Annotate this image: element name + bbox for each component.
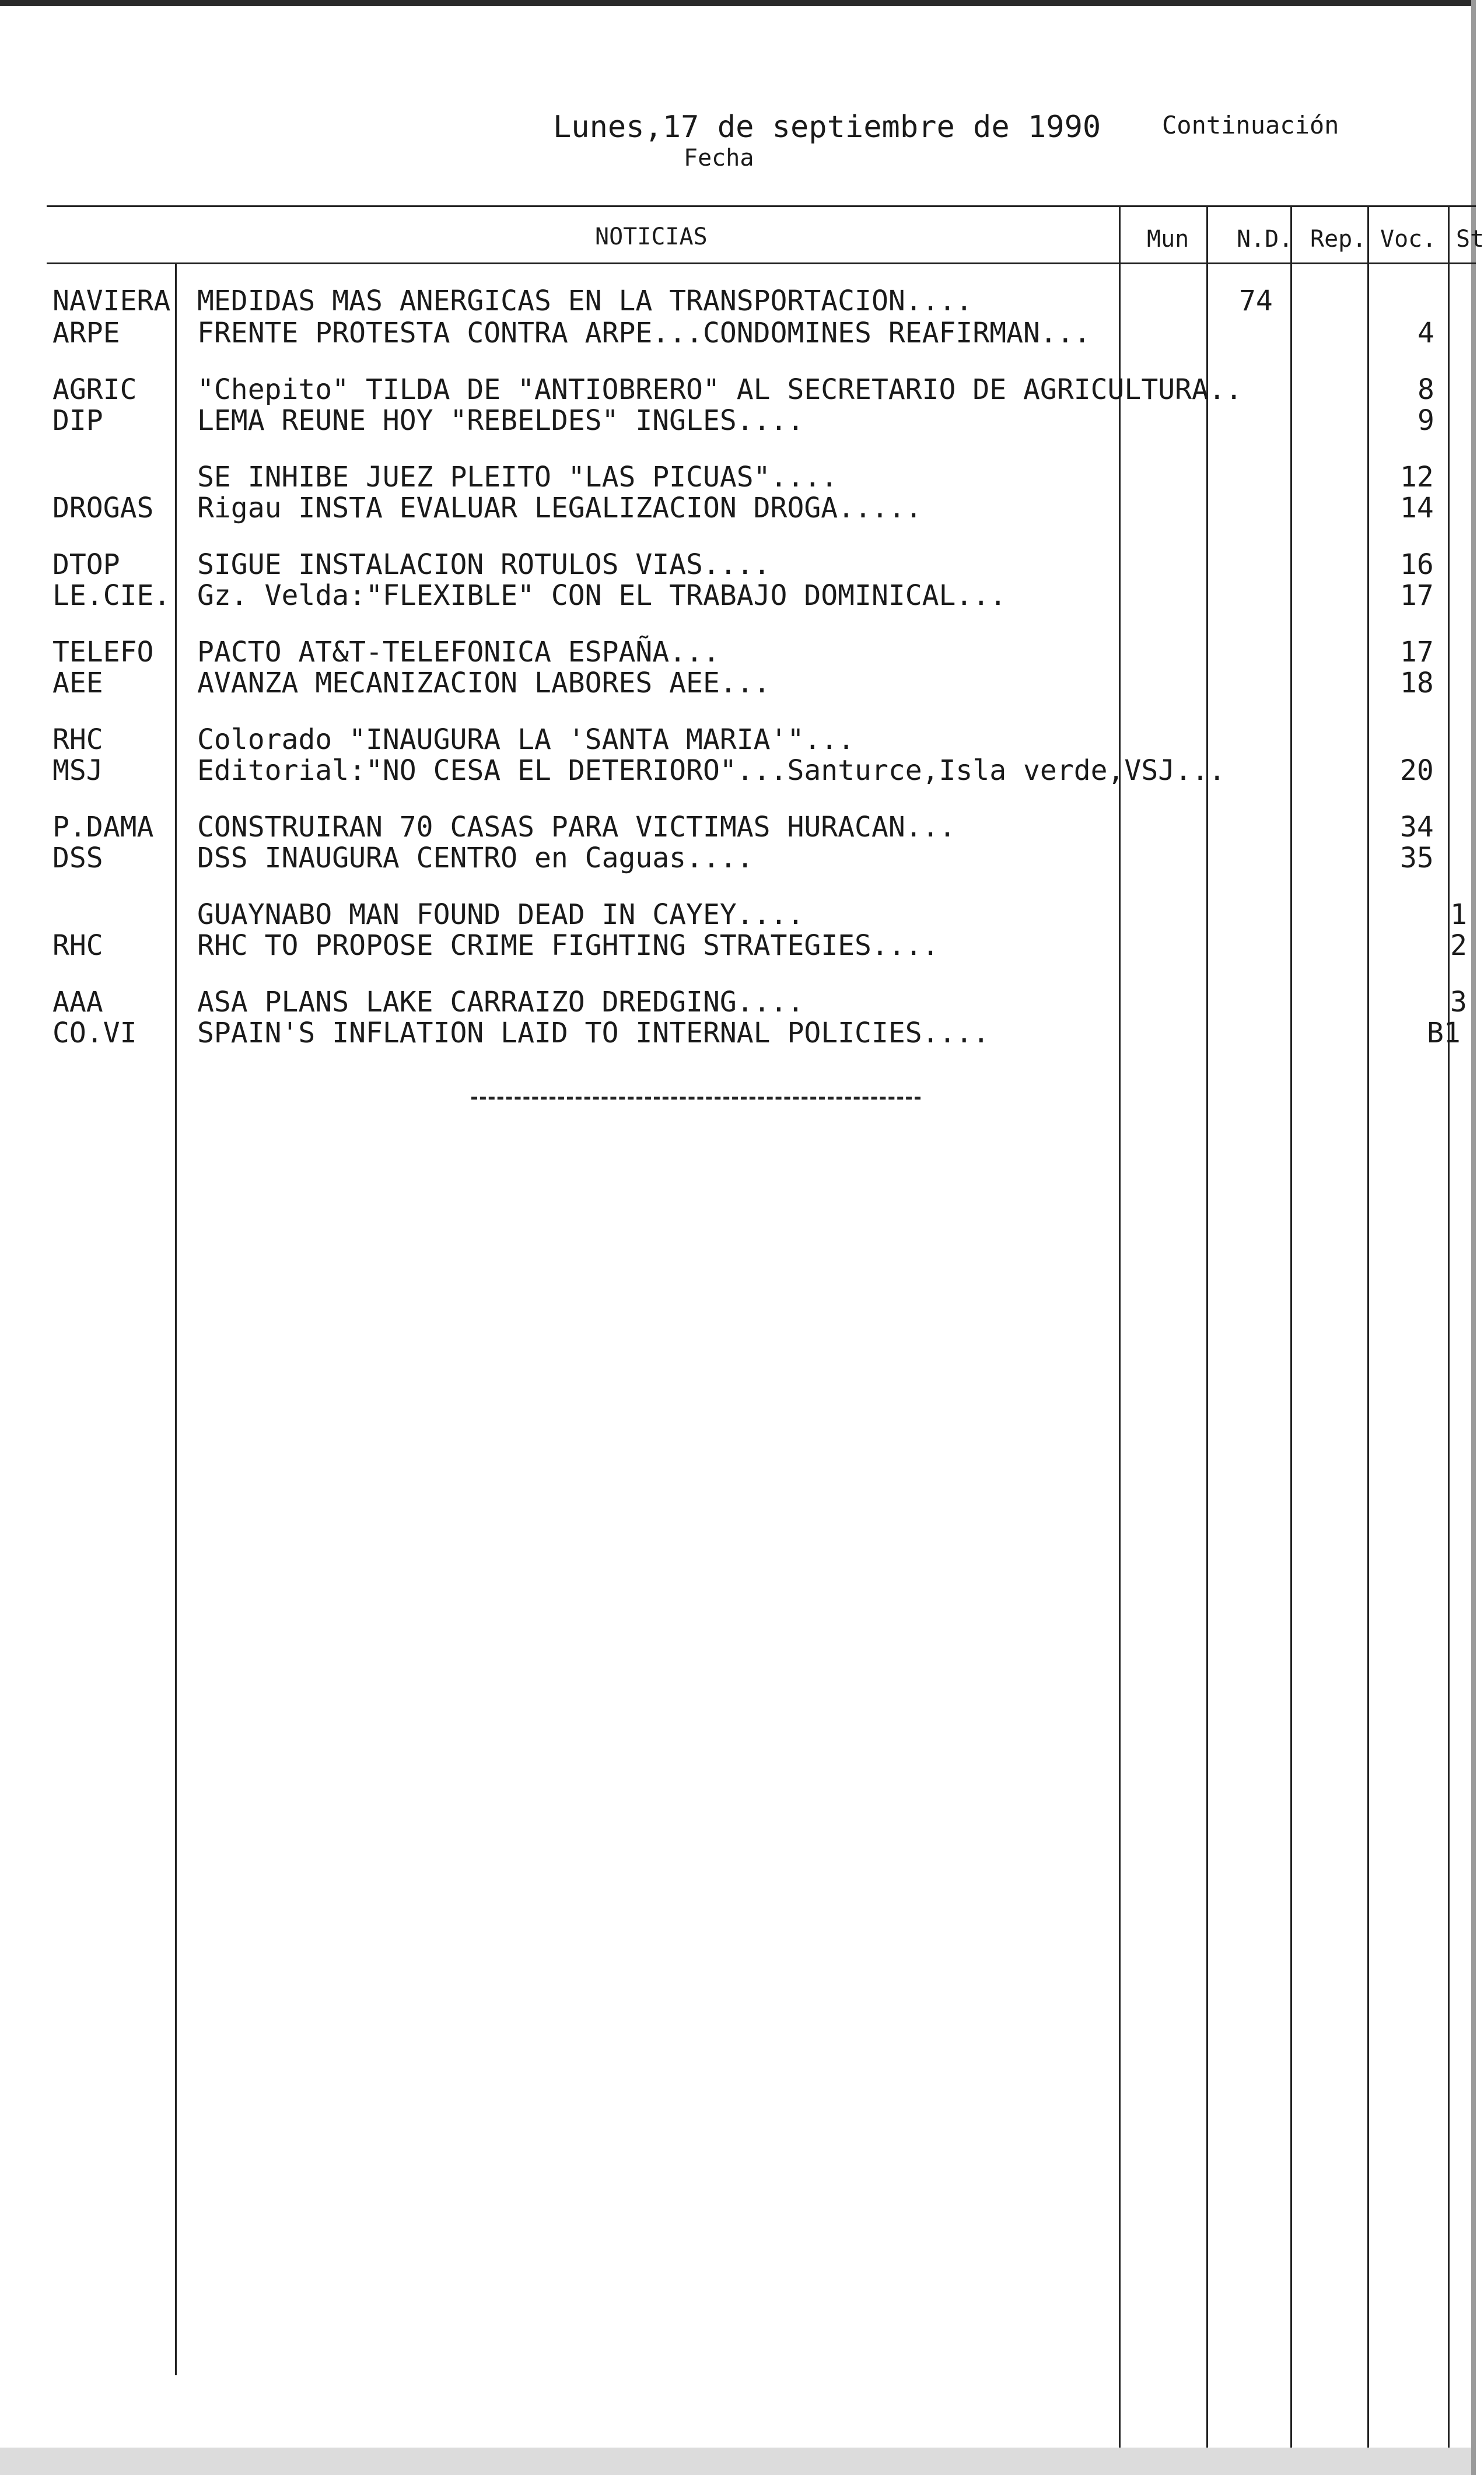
row-title: Colorado "INAUGURA LA 'SANTA MARIA'"...	[197, 723, 855, 756]
row-voc: 9	[1418, 404, 1434, 437]
scan-bottom-edge	[0, 2448, 1476, 2475]
code-column-divider	[175, 264, 177, 2375]
row-st: B1	[1427, 1017, 1461, 1049]
row-st: 2	[1450, 929, 1467, 962]
column-header-noticias: NOTICIAS	[595, 223, 708, 250]
row-code: DSS	[52, 842, 103, 874]
column-header-rep: Rep.	[1310, 226, 1367, 253]
row-code: AEE	[52, 667, 103, 699]
row-voc: 8	[1418, 373, 1434, 406]
row-code: TELEFO	[52, 636, 154, 668]
row-title: PACTO AT&T-TELEFONICA ESPAÑA...	[197, 636, 720, 668]
column-header-st: St	[1456, 226, 1484, 253]
row-title: SIGUE INSTALACION ROTULOS VIAS....	[197, 548, 771, 581]
row-title: Gz. Velda:"FLEXIBLE" CON EL TRABAJO DOMINICAL...	[197, 579, 1007, 612]
row-code: P.DAMA	[52, 811, 154, 843]
row-code: CO.VI	[52, 1017, 137, 1049]
row-title: ASA PLANS LAKE CARRAIZO DREDGING....	[197, 986, 804, 1018]
mun-column-divider	[1119, 206, 1121, 2448]
row-voc: 4	[1418, 317, 1434, 349]
header-bottom-rule	[47, 262, 1476, 264]
column-header-mun: Mun	[1147, 226, 1189, 253]
row-voc: 12	[1400, 461, 1434, 493]
row-voc: 35	[1400, 842, 1434, 874]
row-code: RHC	[52, 723, 103, 756]
row-title: SPAIN'S INFLATION LAID TO INTERNAL POLICIES....	[197, 1017, 990, 1049]
row-title: SE INHIBE JUEZ PLEITO "LAS PICUAS"....	[197, 461, 838, 493]
row-title: GUAYNABO MAN FOUND DEAD IN CAYEY....	[197, 898, 804, 931]
row-title: Editorial:"NO CESA EL DETERIORO"...Santurce,Isla verde,VSJ...	[197, 754, 1226, 787]
row-title: CONSTRUIRAN 70 CASAS PARA VICTIMAS HURACAN...	[197, 811, 956, 843]
row-st: 1	[1450, 898, 1467, 931]
row-title: AVANZA MECANIZACION LABORES AEE...	[197, 667, 771, 699]
row-code: LE.CIE.	[52, 579, 171, 612]
row-voc: 17	[1400, 579, 1434, 612]
row-code: AAA	[52, 986, 103, 1018]
row-voc: 14	[1400, 492, 1434, 524]
row-title: LEMA REUNE HOY "REBELDES" INGLES....	[197, 404, 804, 437]
scan-top-edge	[0, 0, 1476, 6]
row-voc: 34	[1400, 811, 1434, 843]
st-column-divider	[1448, 206, 1450, 2448]
row-voc: 20	[1400, 754, 1434, 787]
rep-column-divider	[1290, 206, 1292, 2448]
row-voc: 17	[1400, 636, 1434, 668]
row-code: RHC	[52, 929, 103, 962]
end-of-list-dashed-rule	[471, 1097, 921, 1102]
row-title: FRENTE PROTESTA CONTRA ARPE...CONDOMINES REAFIRMAN...	[197, 317, 1091, 349]
row-code: DIP	[52, 404, 103, 437]
row-code: MSJ	[52, 754, 103, 787]
date-caption: Fecha	[684, 145, 754, 171]
date-line: Lunes,17 de septiembre de 1990	[553, 110, 1101, 145]
row-title: RHC TO PROPOSE CRIME FIGHTING STRATEGIES....	[197, 929, 939, 962]
row-st: 3	[1450, 986, 1467, 1018]
table-top-rule	[47, 205, 1476, 207]
row-title: Rigau INSTA EVALUAR LEGALIZACION DROGA.....	[197, 492, 922, 524]
nd-column-divider	[1206, 206, 1208, 2448]
column-header-voc: Voc.	[1380, 226, 1437, 253]
continuation-label: Continuación	[1162, 111, 1339, 139]
row-code: NAVIERA	[52, 285, 171, 317]
row-code: ARPE	[52, 317, 120, 349]
row-code: DROGAS	[52, 492, 154, 524]
row-voc: 16	[1400, 548, 1434, 581]
row-title: MEDIDAS MAS ANERGICAS EN LA TRANSPORTACION....	[197, 285, 973, 317]
row-code: AGRIC	[52, 373, 137, 406]
row-title: "Chepito" TILDA DE "ANTIOBRERO" AL SECRETARIO DE AGRICULTURA..	[197, 373, 1242, 406]
row-nd: 74	[1239, 285, 1273, 317]
row-code: DTOP	[52, 548, 120, 581]
row-voc: 18	[1400, 667, 1434, 699]
row-title: DSS INAUGURA CENTRO en Caguas....	[197, 842, 754, 874]
voc-column-divider	[1367, 206, 1369, 2448]
scan-right-edge	[1471, 0, 1476, 2475]
column-header-nd: N.D.	[1237, 226, 1293, 253]
